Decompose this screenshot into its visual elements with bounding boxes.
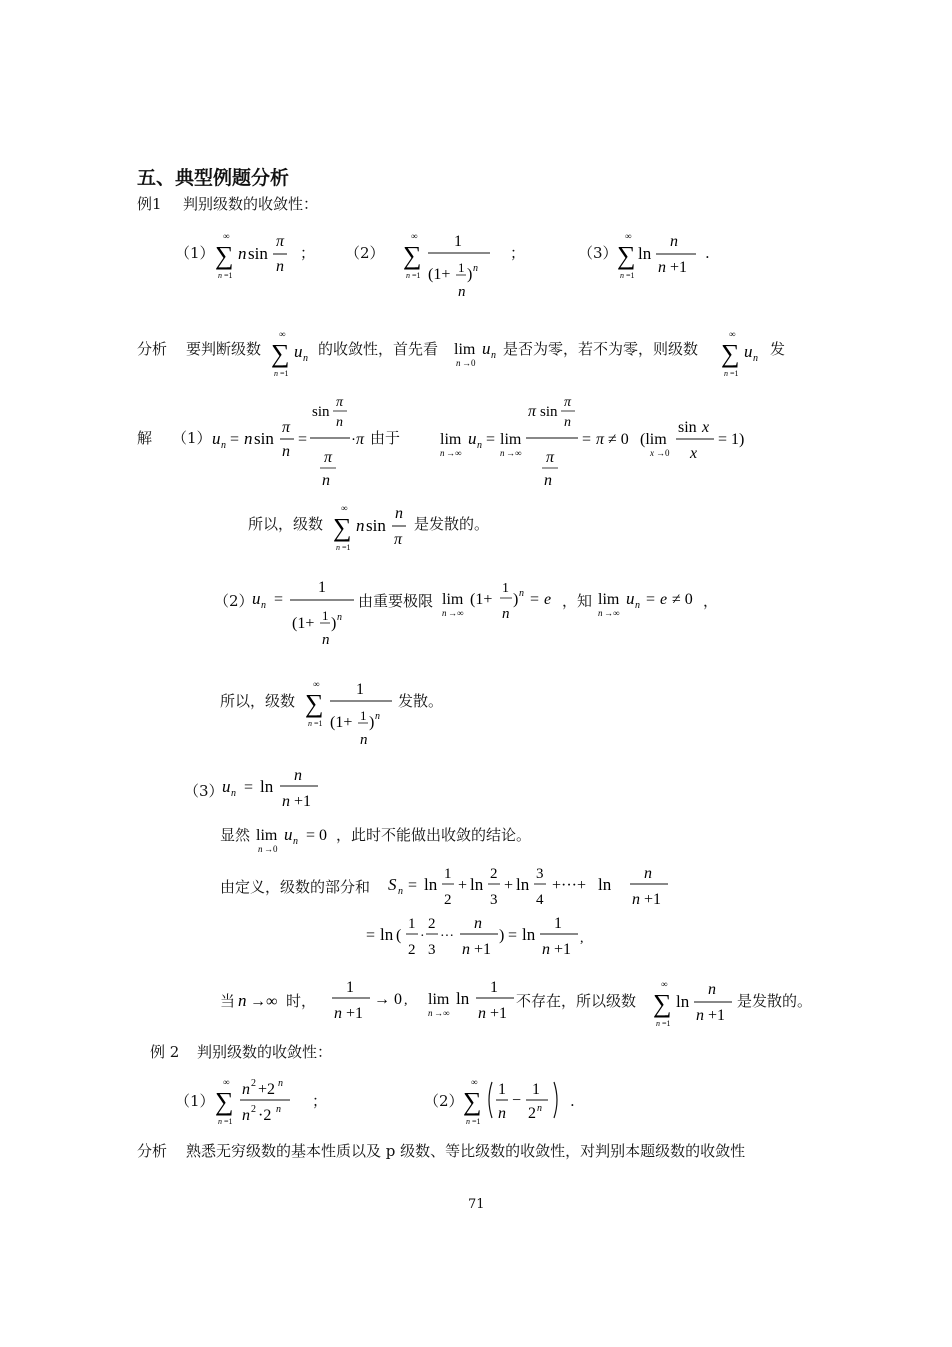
- ex1-analysis-sum-un-2: [718, 326, 766, 378]
- ex2-item2-label: （2）: [424, 1092, 464, 1110]
- svg-text:= 0: = 0: [306, 827, 328, 844]
- svg-text:n: n: [238, 244, 247, 263]
- sol1-label: （1）: [172, 429, 212, 447]
- svg-text:ln: ln: [516, 875, 530, 894]
- svg-text:π: π: [546, 449, 555, 466]
- svg-text:=: =: [486, 431, 496, 448]
- svg-text:n: n: [242, 1107, 250, 1124]
- svg-text:n: n: [724, 369, 728, 378]
- svg-text:∞: ∞: [313, 679, 320, 689]
- ex2-item1-label: （1）: [175, 1092, 215, 1110]
- svg-text:=1: =1: [626, 271, 635, 280]
- svg-text:ln: ln: [380, 925, 394, 944]
- svg-text:n: n: [635, 600, 640, 611]
- svg-text:sin: sin: [678, 419, 697, 436]
- sol2-conclusion-sum: [302, 676, 402, 748]
- svg-text:u: u: [212, 429, 221, 448]
- ex1-item3-formula: [614, 228, 704, 284]
- sol1-un-expression: [208, 392, 368, 488]
- svg-text:n: n: [282, 443, 290, 460]
- svg-text:n: n: [498, 1105, 506, 1122]
- svg-text:n: n: [282, 793, 290, 810]
- svg-text:): ): [369, 714, 375, 731]
- sol2-un-expression: [248, 576, 358, 654]
- svg-text:→∞: →∞: [250, 993, 278, 1010]
- svg-text:,: ,: [404, 993, 408, 1008]
- svg-text:n: n: [598, 608, 603, 618]
- svg-text:π: π: [336, 395, 344, 410]
- svg-text:2: 2: [251, 1104, 256, 1115]
- svg-text:1: 1: [458, 260, 465, 275]
- svg-text:n: n: [491, 350, 496, 361]
- ex1-item1-label: （1）: [175, 244, 215, 262]
- svg-text:n: n: [440, 448, 445, 458]
- svg-text:n: n: [398, 886, 403, 897]
- ex1-sep1: ；: [300, 244, 316, 262]
- sol2-end: ，: [703, 592, 719, 610]
- svg-text:): ): [331, 615, 337, 632]
- svg-text:+1: +1: [490, 1005, 508, 1022]
- svg-text:∞: ∞: [411, 231, 418, 241]
- svg-text:u: u: [482, 339, 491, 358]
- svg-text:(1+: (1+: [470, 591, 493, 608]
- svg-text:+1: +1: [708, 1007, 726, 1024]
- svg-text:=1: =1: [314, 719, 323, 728]
- svg-text:∞: ∞: [625, 231, 632, 241]
- svg-text:n: n: [238, 991, 247, 1010]
- ex1-item1-formula: [212, 228, 292, 284]
- sol3-un-expression: [218, 764, 328, 816]
- svg-text:≠ 0: ≠ 0: [608, 431, 629, 448]
- svg-text:=: =: [298, 431, 308, 448]
- ex2-analysis-label: 分析: [137, 1142, 168, 1160]
- svg-text:ln: ln: [522, 925, 536, 944]
- example1-label: 例1: [137, 195, 162, 213]
- sol3-when: 当: [220, 992, 236, 1010]
- sol2-important-limit: [440, 576, 570, 626]
- example1-prompt: 判别级数的收敛性：: [183, 195, 319, 213]
- svg-text:→0: →0: [462, 358, 476, 368]
- svg-text:n: n: [395, 505, 403, 522]
- svg-text:=: =: [244, 779, 254, 796]
- svg-text:n: n: [544, 472, 552, 488]
- svg-text:=: =: [408, 877, 418, 894]
- svg-text:1: 1: [318, 579, 326, 596]
- svg-text:+1: +1: [670, 259, 688, 276]
- svg-text:ln: ln: [456, 989, 470, 1008]
- svg-text:1: 1: [346, 979, 354, 996]
- svg-text:=: =: [274, 591, 284, 608]
- svg-text:→∞: →∞: [434, 1008, 450, 1018]
- svg-text:∑: ∑: [403, 241, 422, 270]
- svg-text:n: n: [308, 719, 312, 728]
- sol2-limit-un: [596, 580, 712, 620]
- svg-text:∑: ∑: [721, 339, 740, 368]
- svg-text:∑: ∑: [617, 241, 636, 270]
- svg-text:π: π: [282, 419, 291, 436]
- ex1-item2-label: （2）: [345, 244, 385, 262]
- svg-text:1: 1: [502, 581, 509, 596]
- svg-text:1: 1: [408, 916, 416, 932]
- sol1-conclusion-a: 所以，级数: [248, 515, 324, 533]
- ex1-item2-formula: [400, 228, 500, 300]
- sol3-cannot: ，此时不能做出收敛的结论。: [336, 826, 532, 844]
- svg-text:n: n: [478, 1005, 486, 1022]
- ex1-analysis-limit: [452, 336, 504, 372]
- svg-text:3: 3: [536, 866, 544, 882]
- svg-text:ln: ln: [470, 875, 484, 894]
- sol2-know: ，知: [562, 592, 593, 610]
- svg-text:n: n: [442, 608, 447, 618]
- svg-text:=: =: [646, 591, 656, 608]
- svg-text:e: e: [544, 591, 552, 608]
- svg-text:=: =: [582, 431, 592, 448]
- svg-text:π: π: [276, 233, 285, 250]
- svg-text:∑: ∑: [305, 689, 324, 718]
- svg-text:2: 2: [408, 942, 416, 958]
- svg-text:ln: ln: [260, 777, 274, 796]
- svg-text:∑: ∑: [271, 339, 290, 368]
- svg-text:=1: =1: [224, 1117, 233, 1126]
- svg-text:=: =: [508, 927, 518, 944]
- svg-text:=1: =1: [224, 271, 233, 280]
- svg-text:+2: +2: [258, 1081, 276, 1098]
- svg-text:2: 2: [444, 892, 452, 908]
- section-title: 五、典型例题分析: [137, 167, 290, 189]
- svg-text:n: n: [337, 612, 342, 623]
- svg-text:2: 2: [428, 916, 436, 932]
- svg-text:···: ···: [440, 929, 454, 944]
- svg-text:n: n: [542, 941, 550, 958]
- svg-text:n: n: [519, 588, 524, 599]
- svg-text:2: 2: [251, 1078, 256, 1089]
- svg-text:sin: sin: [366, 516, 386, 535]
- sol2-label: （2）: [214, 592, 254, 610]
- svg-text:lim: lim: [442, 591, 464, 608]
- svg-text:n: n: [242, 1081, 250, 1098]
- svg-text:u: u: [222, 777, 231, 796]
- sol2-mid: 由重要极限: [358, 592, 434, 610]
- svg-text:ln: ln: [598, 875, 612, 894]
- svg-text:1: 1: [490, 979, 498, 996]
- svg-text:n: n: [456, 358, 461, 368]
- svg-text:+: +: [458, 877, 468, 894]
- svg-text:n: n: [670, 233, 678, 250]
- ex2-sep1: ；: [312, 1092, 328, 1110]
- svg-text:(1+: (1+: [330, 714, 353, 731]
- svg-text:u: u: [626, 589, 635, 608]
- sol3-time: 时，: [286, 992, 317, 1010]
- svg-text:n: n: [322, 632, 330, 648]
- svg-text:n: n: [360, 732, 368, 748]
- svg-text:→0: →0: [656, 448, 670, 458]
- sol3-def: 由定义，级数的部分和: [220, 878, 371, 896]
- svg-text:π: π: [528, 403, 537, 420]
- ex2-sep2: .: [570, 1092, 575, 1110]
- svg-text:·2: ·2: [258, 1107, 272, 1124]
- svg-text:u: u: [294, 342, 303, 361]
- svg-text:= 1): = 1): [718, 431, 745, 448]
- svg-text:n: n: [620, 271, 624, 280]
- svg-text:→∞: →∞: [506, 448, 522, 458]
- svg-text:(1+: (1+: [292, 615, 315, 632]
- svg-text:): ): [467, 266, 473, 283]
- svg-text:lim: lim: [428, 991, 450, 1008]
- sol2-conclusion-b: 发散。: [398, 692, 444, 710]
- svg-text:∞: ∞: [729, 329, 736, 339]
- sol1-mid: 由于: [370, 429, 401, 447]
- svg-text:+1: +1: [346, 1005, 364, 1022]
- svg-text:n: n: [462, 941, 470, 958]
- svg-text:∞: ∞: [223, 231, 230, 241]
- ex2-analysis-text: 熟悉无穷级数的基本性质以及 p 级数、等比级数的收敛性，对判别本题级数的收敛性: [186, 1142, 746, 1160]
- svg-text:=1: =1: [730, 369, 739, 378]
- svg-text:∞: ∞: [223, 1077, 230, 1087]
- ex1-analysis-sum-un: [268, 326, 316, 378]
- svg-text:+1: +1: [474, 941, 492, 958]
- ex1-analysis-text-4: 发: [770, 340, 786, 358]
- svg-text:∞: ∞: [279, 329, 286, 339]
- sol3-conclusion-sum: [650, 976, 736, 1032]
- svg-text:(lim: (lim: [640, 431, 667, 448]
- svg-text:1: 1: [322, 608, 329, 623]
- svg-text:n: n: [537, 1103, 542, 1114]
- svg-text:n: n: [428, 1008, 433, 1018]
- svg-text:sin: sin: [248, 244, 268, 263]
- svg-text:n: n: [644, 865, 652, 882]
- page-number: 71: [468, 1197, 485, 1212]
- sol1-conclusion-sum: [330, 500, 420, 556]
- svg-text:x: x: [650, 448, 654, 458]
- svg-text:→∞: →∞: [448, 608, 464, 618]
- sol3-partial-sum-simplified: [362, 912, 602, 962]
- svg-text:n: n: [696, 1007, 704, 1024]
- svg-text:n: n: [274, 369, 278, 378]
- svg-text:4: 4: [536, 892, 544, 908]
- svg-text:n: n: [231, 788, 236, 799]
- svg-text:∑: ∑: [653, 989, 672, 1018]
- svg-text:lim: lim: [256, 827, 278, 844]
- sol3-nonexist: 不存在，所以级数: [516, 992, 637, 1010]
- ex1-analysis-label: 分析: [137, 340, 168, 358]
- svg-text:n: n: [334, 1005, 342, 1022]
- svg-text:1: 1: [360, 708, 367, 723]
- ex1-sep3: .: [705, 244, 710, 262]
- svg-text:x: x: [690, 445, 698, 462]
- ex1-sep2: ；: [510, 244, 526, 262]
- svg-text:1: 1: [554, 915, 562, 932]
- svg-text:lim: lim: [598, 591, 620, 608]
- svg-text:2: 2: [490, 866, 498, 882]
- svg-text:π: π: [356, 431, 365, 448]
- svg-text:1: 1: [454, 233, 462, 250]
- svg-text:∞: ∞: [471, 1077, 478, 1087]
- svg-text:S: S: [388, 875, 397, 894]
- svg-text:n: n: [502, 606, 510, 622]
- svg-text:π: π: [324, 449, 333, 466]
- svg-text:·: ·: [420, 929, 425, 944]
- svg-text:n: n: [293, 836, 298, 847]
- svg-text:n: n: [753, 353, 758, 364]
- ex1-analysis-text-2: 的收敛性，首先看: [318, 340, 439, 358]
- svg-text:+1: +1: [554, 941, 572, 958]
- svg-text:∞: ∞: [341, 503, 348, 513]
- svg-text:=1: =1: [412, 271, 421, 280]
- svg-text:): ): [499, 927, 505, 944]
- sol3-diverge: 是发散的。: [737, 992, 813, 1010]
- svg-text:→ 0: → 0: [374, 991, 402, 1008]
- svg-text:→∞: →∞: [446, 448, 462, 458]
- svg-text:∑: ∑: [463, 1087, 482, 1116]
- svg-text:sin: sin: [540, 404, 558, 420]
- svg-text:n: n: [276, 1104, 281, 1115]
- svg-text:sin: sin: [254, 429, 274, 448]
- svg-text:n: n: [322, 472, 330, 488]
- svg-text:n: n: [564, 415, 571, 430]
- sol3-partial-sum: [386, 862, 676, 912]
- svg-text:n: n: [294, 767, 302, 784]
- svg-text:n: n: [473, 263, 478, 274]
- svg-text:x: x: [702, 419, 710, 436]
- svg-text:n: n: [658, 259, 666, 276]
- svg-text:(1+: (1+: [428, 266, 451, 283]
- svg-text:n: n: [221, 440, 226, 451]
- svg-text:lim: lim: [500, 431, 522, 448]
- svg-text:+···+: +···+: [552, 877, 587, 894]
- sol3-label: （3）: [184, 782, 224, 800]
- solution-label: 解: [137, 429, 153, 447]
- svg-text:n: n: [218, 271, 222, 280]
- svg-text:n: n: [466, 1117, 470, 1126]
- svg-text:lim: lim: [440, 431, 462, 448]
- svg-text:n: n: [356, 516, 365, 535]
- svg-text:=1: =1: [280, 369, 289, 378]
- svg-text:,: ,: [580, 931, 584, 946]
- svg-text:u: u: [252, 589, 261, 608]
- svg-text:e: e: [660, 591, 668, 608]
- sol1-conclusion-b: 是发散的。: [414, 515, 490, 533]
- svg-text:n: n: [406, 271, 410, 280]
- svg-text:2: 2: [528, 1105, 536, 1122]
- svg-text:): ): [513, 591, 519, 608]
- svg-text:n: n: [708, 981, 716, 998]
- svg-text:n: n: [458, 284, 466, 300]
- svg-text:u: u: [468, 429, 477, 448]
- sol3-limit-ln: [328, 976, 518, 1028]
- svg-text:(: (: [396, 927, 402, 944]
- svg-text:∑: ∑: [333, 513, 352, 542]
- svg-text:1: 1: [356, 681, 364, 698]
- svg-text:n: n: [218, 1117, 222, 1126]
- svg-text:n: n: [258, 844, 263, 854]
- svg-text:=1: =1: [472, 1117, 481, 1126]
- svg-text:∑: ∑: [215, 241, 234, 270]
- svg-text:ln: ln: [638, 244, 652, 263]
- svg-text:=1: =1: [662, 1019, 671, 1028]
- svg-text:=: =: [530, 591, 540, 608]
- svg-text:lim: lim: [454, 341, 476, 358]
- svg-text:π: π: [564, 395, 572, 410]
- svg-text:1: 1: [498, 1081, 506, 1098]
- svg-text:n: n: [336, 543, 340, 552]
- svg-text:u: u: [284, 825, 293, 844]
- svg-text:n: n: [477, 440, 482, 451]
- svg-text:n: n: [375, 711, 380, 722]
- svg-text:→∞: →∞: [604, 608, 620, 618]
- svg-text:n: n: [261, 600, 266, 611]
- svg-text:sin: sin: [312, 404, 330, 420]
- svg-text:≠ 0: ≠ 0: [672, 591, 693, 608]
- svg-text:π: π: [596, 431, 605, 448]
- svg-text:ln: ln: [676, 992, 690, 1011]
- sol3-obviously: 显然: [220, 826, 251, 844]
- svg-text:n: n: [336, 415, 343, 430]
- svg-text:1: 1: [444, 866, 452, 882]
- ex2-item2-formula: [460, 1074, 566, 1132]
- svg-text:n: n: [278, 1078, 283, 1089]
- example2-prompt: 判别级数的收敛性：: [197, 1043, 333, 1061]
- svg-text:·: ·: [351, 432, 356, 448]
- svg-text:n: n: [244, 429, 253, 448]
- ex1-analysis-text-1: 要判断级数: [186, 340, 262, 358]
- svg-text:n: n: [500, 448, 505, 458]
- svg-text:ln: ln: [424, 875, 438, 894]
- sol1-limit-expression: [436, 392, 756, 488]
- example2-label: 例 2: [150, 1043, 180, 1061]
- sol2-conclusion-a: 所以，级数: [220, 692, 296, 710]
- svg-text:3: 3: [428, 942, 436, 958]
- svg-text:3: 3: [490, 892, 498, 908]
- ex1-analysis-text-3: 是否为零，若不为零，则级数: [503, 340, 699, 358]
- svg-text:=: =: [366, 927, 376, 944]
- svg-text:+1: +1: [644, 891, 662, 908]
- svg-text:→0: →0: [264, 844, 278, 854]
- svg-text:π: π: [394, 531, 403, 548]
- svg-text:=1: =1: [342, 543, 351, 552]
- svg-text:u: u: [744, 342, 753, 361]
- svg-text:n: n: [474, 915, 482, 932]
- svg-text:n: n: [276, 258, 284, 275]
- svg-text:∞: ∞: [661, 979, 668, 989]
- ex2-item1-formula: [212, 1074, 304, 1132]
- svg-text:+: +: [504, 877, 514, 894]
- svg-text:−: −: [512, 1092, 522, 1109]
- sol3-limit-zero: [254, 822, 338, 858]
- svg-text:n: n: [632, 891, 640, 908]
- svg-text:∑: ∑: [215, 1087, 234, 1116]
- svg-text:n: n: [656, 1019, 660, 1028]
- svg-text:+1: +1: [294, 793, 312, 810]
- svg-text:n: n: [303, 353, 308, 364]
- svg-text:1: 1: [532, 1081, 540, 1098]
- ex1-item3-label: （3）: [578, 244, 618, 262]
- svg-text:=: =: [230, 431, 240, 448]
